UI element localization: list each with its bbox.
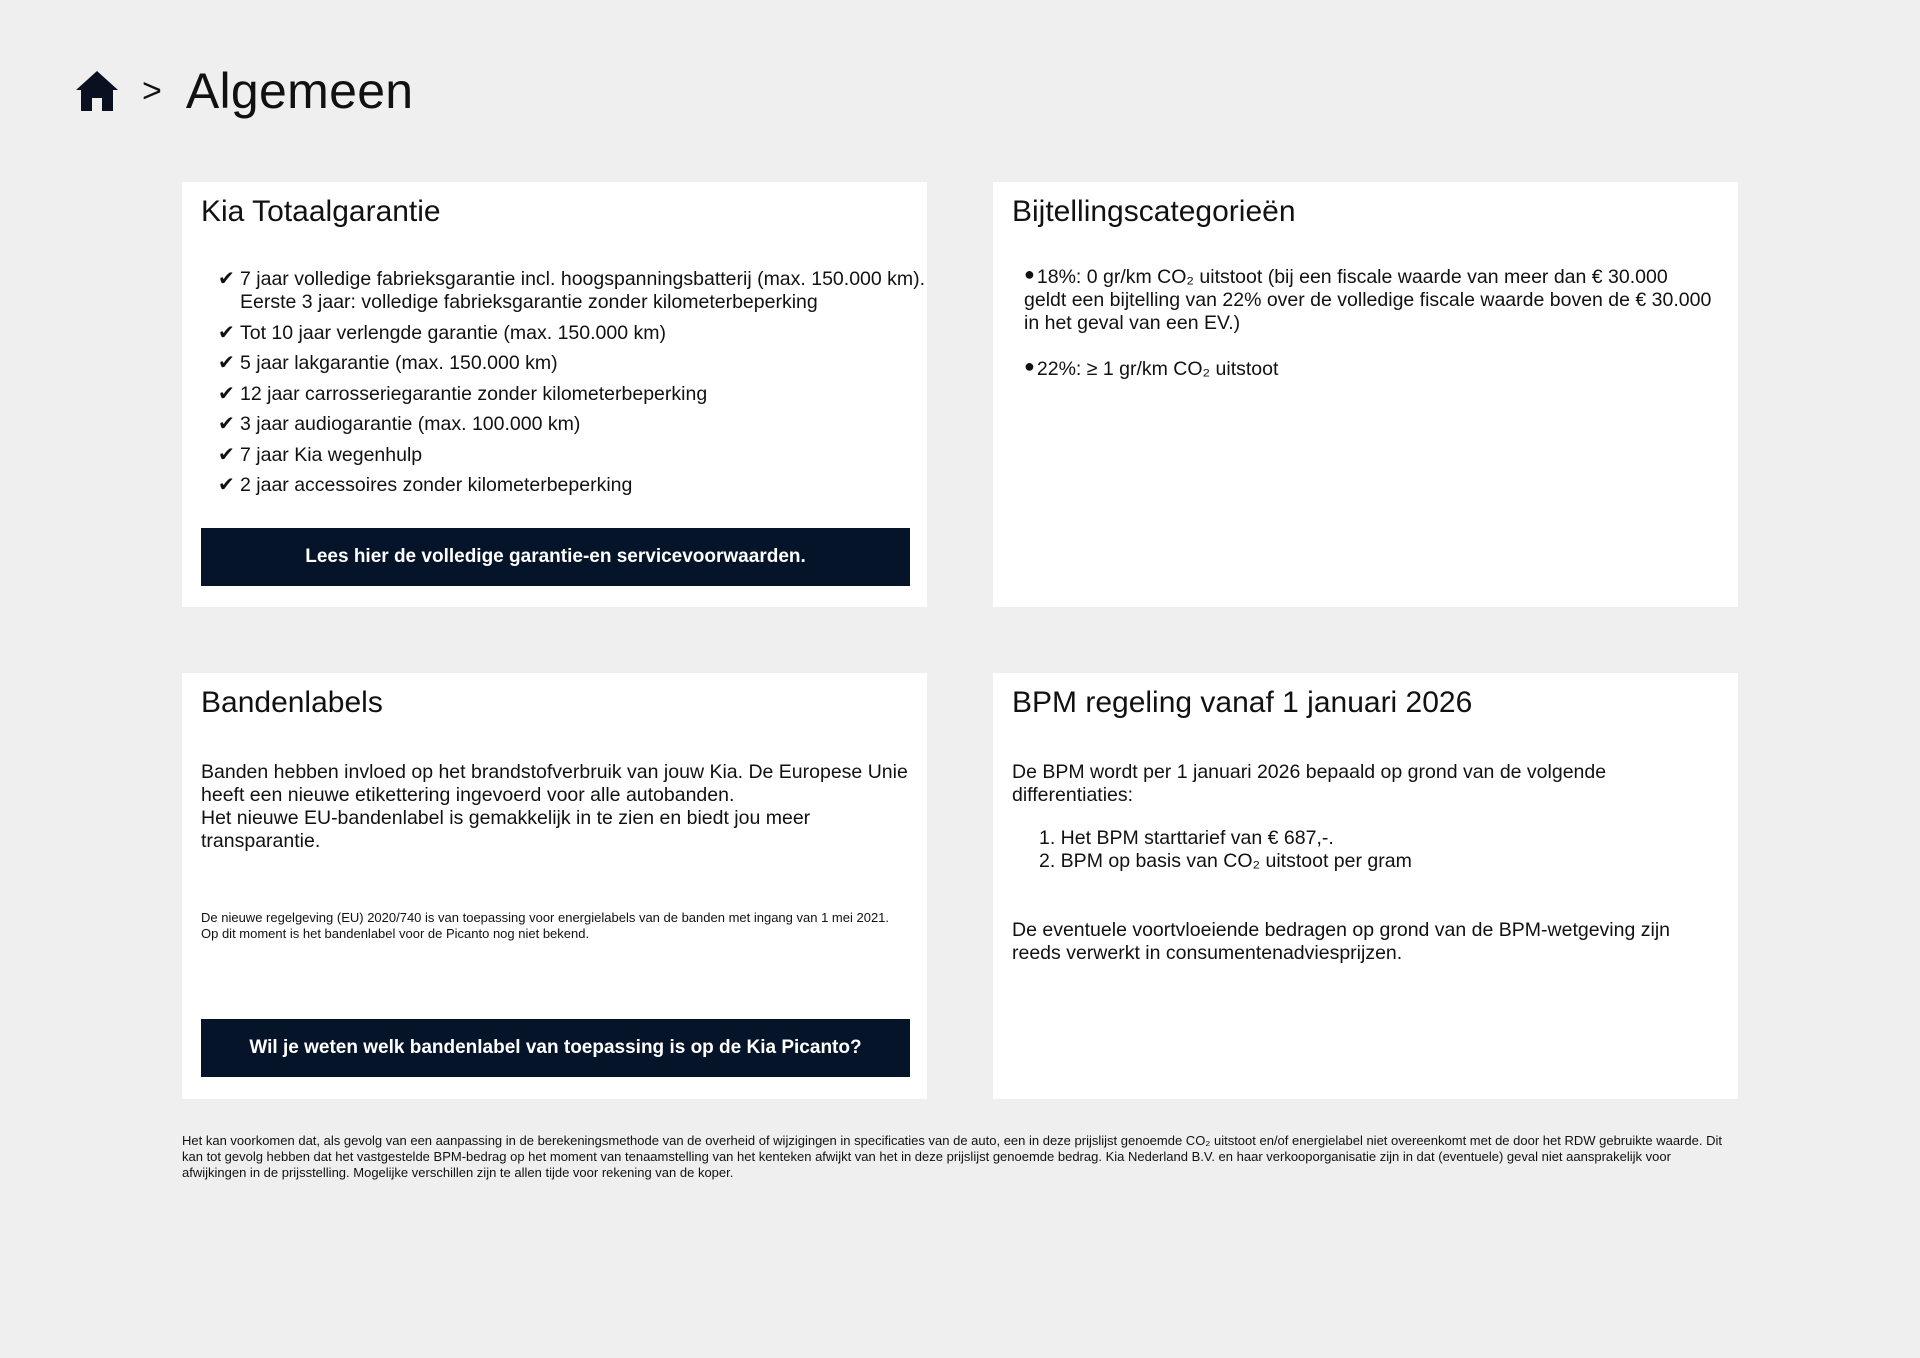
check-icon: ✔ — [218, 321, 235, 344]
bullet-icon: ● — [1024, 264, 1035, 284]
warranty-conditions-button[interactable]: Lees hier de volledige garantie-en servicevoorwaarden. — [201, 528, 910, 586]
breadcrumb-separator: > — [142, 72, 162, 110]
bpm-intro: De BPM wordt per 1 januari 2026 bepaald op grond van de volgende differentiaties: — [1012, 761, 1607, 806]
list-item: 1. Het BPM starttarief van € 687,-. — [1039, 827, 1334, 849]
list-item — [218, 352, 925, 375]
list-item — [218, 383, 925, 406]
breadcrumb — [74, 62, 413, 120]
list-item: 2. BPM op basis van CO₂ uitstoot per gram — [1039, 850, 1412, 872]
check-icon: ✔ — [218, 352, 235, 374]
bullet-icon: ● — [1024, 356, 1035, 376]
bpm-title: BPM regeling vanaf 1 januari 2026 — [1012, 686, 1473, 719]
bandenlabel-picanto-button[interactable]: Wil je weten welk bandenlabel van toepassing is op de Kia Picanto? — [201, 1019, 910, 1077]
bandenlabels-note — [201, 910, 911, 942]
bpm-list — [1039, 827, 1412, 873]
warranty-item-text: Tot 10 jaar verlengde garantie (max. 150.000 km) — [240, 321, 666, 344]
bandenlabels-para1: Banden hebben invloed op het brandstofverbruik van jouw Kia. De Europese Unie heeft een nieuwe etikettering ingevoerd voor alle autobanden. — [201, 761, 908, 806]
warranty-item-text: 12 jaar carrosseriegarantie zonder kilometerbeperking — [240, 382, 708, 405]
warranty-item-text: 7 jaar Kia wegenhulp — [240, 443, 423, 466]
warranty-item-text: Eerste 3 jaar: volledige fabrieksgarantie zonder kilometerbeperking — [240, 291, 818, 313]
page-title: Algemeen — [185, 63, 414, 119]
warranty-item-text: 7 jaar volledige fabrieksgarantie incl. hoogspanningsbatterij (max. 150.000 km). — [240, 268, 926, 290]
bpm-outro: De eventuele voortvloeiende bedragen op grond van de BPM-wetgeving zijn reeds verwerkt in consumentenadviesprijzen. — [1012, 919, 1671, 964]
bandenlabels-para2: Het nieuwe EU-bandenlabel is gemakkelijk in te zien en biedt jou meer transparantie. — [201, 807, 811, 852]
warranty-card — [182, 182, 927, 607]
bandenlabels-title: Bandenlabels — [201, 686, 383, 719]
bijtelling-card — [993, 182, 1738, 607]
check-icon: ✔ — [218, 443, 235, 466]
bandenlabels-card — [182, 673, 927, 1099]
check-icon: ✔ — [218, 474, 235, 496]
bijtelling-item-text: 18%: 0 gr/km CO₂ uitstoot (bij een fiscale waarde van meer dan € 30.000 geldt een bijtelling van 22% over de volledige fiscale waarde boven de € 30.000 in het geval van een EV.) — [1024, 266, 1712, 334]
warranty-item-text: 3 jaar audiogarantie (max. 100.000 km) — [240, 413, 581, 435]
disclaimer: Het kan voorkomen dat, als gevolg van een aanpassing in de berekeningsmethode van de overheid of wijzigingen in specificaties van de auto, een in deze prijslijst genoemde CO₂ uitstoot en/of energielabel niet overeenkomt met de door het RDW gebruikte waarde. Dit kan tot gevolg hebben dat het vastgestelde BPM-bedrag op het moment van tenaamstelling van het kenteken afwijkt van het in deze prijslijst genoemde bedrag. Kia Nederland B.V. en haar verkooporganisatie zijn in dat (eventuele) geval niet aansprakelijk voor afwijkingen in de prijsstelling. Mogelijke verschillen zijn te allen tijde voor rekening van de koper. — [182, 1133, 1722, 1180]
bandenlabels-text — [201, 761, 911, 853]
bijtelling-item-text: 22%: ≥ 1 gr/km CO₂ uitstoot — [1036, 358, 1279, 380]
bijtelling-title: Bijtellingscategorieën — [1012, 195, 1296, 228]
warranty-item-text: 5 jaar lakgarantie (max. 150.000 km) — [240, 352, 558, 374]
list-item — [1024, 266, 1714, 335]
warranty-list — [218, 268, 925, 505]
warranty-item-text: 2 jaar accessoires zonder kilometerbeperking — [240, 474, 633, 496]
home-icon[interactable] — [74, 69, 120, 113]
check-icon: ✔ — [218, 382, 235, 405]
bpm-card — [993, 673, 1738, 1099]
list-item — [1024, 358, 1714, 381]
list-item — [218, 474, 925, 497]
list-item — [218, 322, 925, 345]
list-item — [218, 268, 925, 314]
warranty-title: Kia Totaalgarantie — [201, 195, 441, 228]
bandenlabels-note2: Op dit moment is het bandenlabel voor de Picanto nog niet bekend. — [201, 926, 590, 941]
bandenlabels-note1: De nieuwe regelgeving (EU) 2020/740 is van toepassing voor energielabels van de banden met ingang van 1 mei 2021. — [201, 910, 890, 925]
check-icon: ✔ — [218, 413, 235, 435]
list-item — [218, 413, 925, 436]
check-icon: ✔ — [218, 268, 235, 290]
list-item — [218, 444, 925, 467]
bijtelling-list — [1024, 266, 1714, 404]
